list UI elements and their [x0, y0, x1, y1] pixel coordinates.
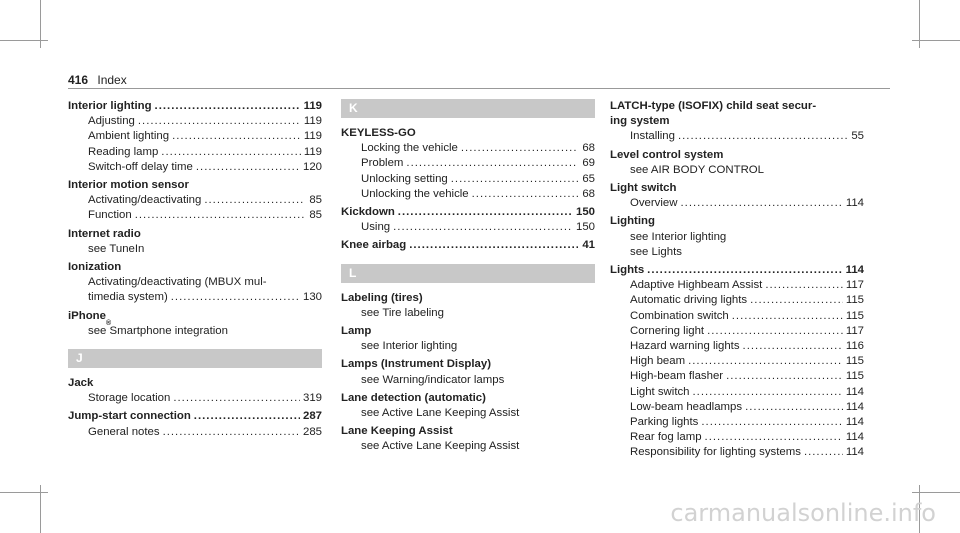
dot-leader	[745, 400, 843, 415]
index-entry	[341, 357, 595, 387]
sub-entry[interactable]	[610, 400, 864, 415]
entry-text: see AIR BODY CONTROL	[630, 163, 764, 176]
index-entry	[341, 424, 595, 454]
entry-heading[interactable]	[341, 205, 595, 220]
index-entry	[68, 409, 322, 439]
entry-text: Cornering light	[630, 324, 705, 337]
entry-text: Labeling (tires)	[341, 291, 423, 304]
entry-text: Jump-start connection	[68, 410, 191, 423]
dot-leader	[398, 205, 573, 220]
page-ref[interactable]: 150	[575, 206, 595, 219]
sub-entry[interactable]	[610, 369, 864, 384]
sub-entry[interactable]	[68, 208, 322, 223]
page-ref[interactable]: 65	[582, 172, 595, 185]
page-ref[interactable]: 114	[845, 446, 864, 459]
dot-leader	[393, 220, 573, 235]
sub-entry[interactable]	[68, 425, 322, 440]
page-ref[interactable]: 115	[845, 355, 864, 368]
dot-leader	[138, 114, 301, 129]
entry-text: Lane detection (automatic)	[341, 391, 486, 404]
page-ref[interactable]: 69	[582, 157, 595, 170]
sub-entry[interactable]	[610, 278, 864, 293]
entry-text: KEYLESS-GO	[341, 127, 416, 139]
entry-heading	[341, 126, 595, 141]
page-ref[interactable]: 114	[845, 197, 864, 210]
index-entry	[610, 181, 864, 211]
page-ref[interactable]: 319	[302, 392, 322, 405]
watermark: carmanualsonline.info	[670, 499, 936, 527]
dot-leader	[765, 278, 843, 293]
page-number: 416	[68, 73, 89, 87]
entry-text: Unlocking the vehicle	[361, 187, 469, 200]
page-ref[interactable]: 115	[845, 370, 864, 383]
crop-mark	[912, 492, 960, 493]
dot-leader	[155, 99, 301, 114]
dot-leader	[163, 425, 300, 440]
entry-text: Light switch	[610, 182, 677, 195]
letter-divider: L	[341, 264, 595, 283]
entry-heading[interactable]	[610, 263, 864, 278]
sub-entry	[68, 324, 322, 339]
sub-entry[interactable]	[68, 129, 322, 144]
entry-text: Adjusting	[88, 115, 135, 128]
page-ref[interactable]: 85	[309, 209, 322, 222]
page-ref[interactable]: 114	[845, 400, 864, 413]
entry-text: Interior lighting	[68, 100, 152, 112]
entry-text: Adaptive Highbeam Assist	[630, 279, 763, 292]
dot-leader	[705, 430, 843, 445]
sub-entry	[341, 406, 595, 421]
entry-text: General notes	[88, 425, 160, 438]
page-header	[68, 73, 127, 87]
page-ref[interactable]: 114	[845, 264, 864, 277]
crop-mark	[0, 492, 48, 493]
entry-text: see Active Lane Keeping Assist	[361, 440, 520, 453]
page-ref[interactable]: 55	[851, 130, 864, 143]
header-rule	[68, 88, 890, 89]
entry-text: Activating/deactivating (MBUX mul-	[88, 276, 267, 289]
dot-leader	[194, 409, 300, 424]
index-entry	[68, 309, 322, 339]
sub-entry	[610, 230, 864, 245]
index-entry	[68, 227, 322, 257]
dot-leader	[804, 445, 843, 460]
entry-text: Locking the vehicle	[361, 142, 458, 155]
page-ref[interactable]: 68	[582, 187, 595, 200]
page-ref[interactable]: 119	[303, 145, 322, 158]
sub-entry[interactable]	[610, 196, 864, 211]
sub-entry[interactable]	[68, 290, 322, 305]
sub-entry	[341, 373, 595, 388]
index-entry	[341, 324, 595, 354]
sub-entry[interactable]	[610, 293, 864, 308]
entry-heading	[610, 99, 864, 114]
entry-text: Activating/deactivating	[88, 194, 202, 207]
index-column-1	[68, 99, 322, 443]
page-ref[interactable]: 114	[845, 431, 864, 444]
entry-text: Lane Keeping Assist	[341, 425, 453, 438]
entry-heading	[341, 357, 595, 372]
entry-text: see Tire labeling	[361, 306, 444, 319]
page-ref[interactable]: 117	[845, 279, 864, 292]
page-ref[interactable]: 287	[302, 410, 322, 423]
dot-leader	[196, 160, 300, 175]
sub-entry[interactable]	[610, 445, 864, 460]
entry-text: LATCH-type (ISOFIX) child seat secur-	[610, 100, 817, 112]
entry-text: see TuneIn	[88, 242, 145, 255]
dot-leader	[680, 196, 842, 211]
index-entry	[68, 99, 322, 175]
dot-leader	[204, 193, 305, 208]
entry-text: Ambient lighting	[88, 130, 170, 143]
index-entry	[68, 178, 322, 224]
entry-text: see Lights	[630, 245, 682, 258]
entry-heading	[341, 291, 595, 306]
page-ref[interactable]: 68	[582, 142, 595, 155]
entry-text: Internet radio	[68, 227, 141, 240]
sub-entry[interactable]	[68, 193, 322, 208]
dot-leader	[743, 339, 843, 354]
entry-text: Overview	[630, 197, 678, 210]
sub-entry	[68, 242, 322, 257]
sub-entry[interactable]	[610, 430, 864, 445]
entry-heading	[341, 391, 595, 406]
crop-mark	[912, 40, 960, 41]
page-ref[interactable]: 115	[845, 309, 864, 322]
dot-leader	[472, 187, 578, 202]
entry-text: High-beam flasher	[630, 370, 724, 383]
sub-entry[interactable]	[610, 385, 864, 400]
sub-entry	[610, 245, 864, 260]
index-entry	[341, 126, 595, 202]
dot-leader	[172, 129, 301, 144]
entry-text: Lights	[610, 264, 645, 277]
page-ref[interactable]: 119	[303, 130, 322, 143]
entry-text: iPhone	[68, 309, 106, 322]
index-entry	[68, 376, 322, 406]
index-entry	[341, 205, 595, 235]
entry-heading[interactable]	[68, 409, 322, 424]
entry-heading	[68, 227, 322, 242]
sub-entry	[68, 275, 322, 290]
sub-entry[interactable]	[610, 309, 864, 324]
entry-text: Interior motion sensor	[68, 179, 189, 192]
entry-text: Low-beam headlamps	[630, 400, 743, 413]
entry-text: Parking lights	[630, 416, 699, 429]
entry-text: Reading lamp	[88, 145, 159, 158]
sub-entry	[341, 339, 595, 354]
sub-entry[interactable]	[341, 141, 595, 156]
entry-heading	[610, 181, 864, 196]
dot-leader	[701, 415, 842, 430]
sub-entry	[610, 163, 864, 178]
dot-leader	[451, 172, 578, 187]
sub-entry[interactable]	[610, 324, 864, 339]
entry-text: see Active Lane Keeping Assist	[361, 407, 520, 420]
entry-heading	[68, 260, 322, 275]
sub-entry[interactable]	[341, 220, 595, 235]
entry-heading	[341, 424, 595, 439]
dot-leader	[688, 354, 843, 369]
sub-entry[interactable]	[68, 145, 322, 160]
index-entry	[341, 291, 595, 321]
index-entry	[610, 148, 864, 178]
index-entry	[610, 99, 864, 145]
dot-leader	[409, 238, 578, 253]
dot-leader	[171, 290, 300, 305]
page-ref[interactable]: 117	[845, 324, 864, 337]
entry-text: see Warning/indicator lamps	[361, 373, 505, 386]
dot-leader	[135, 208, 305, 223]
letter-divider: K	[341, 99, 595, 118]
dot-leader	[750, 293, 843, 308]
entry-text: timedia system)	[88, 291, 168, 304]
entry-text: Using	[361, 221, 391, 234]
index-entry	[610, 214, 864, 260]
sub-entry[interactable]	[341, 187, 595, 202]
entry-heading	[68, 178, 322, 193]
entry-heading: iPhone ®	[68, 309, 112, 327]
page-ref[interactable]: 115	[845, 294, 864, 307]
dot-leader	[732, 309, 843, 324]
dot-leader	[678, 129, 847, 144]
entry-text: Switch-off delay time	[88, 160, 193, 173]
sub-entry[interactable]	[68, 114, 322, 129]
dot-leader	[693, 385, 843, 400]
index-entry	[341, 391, 595, 421]
entry-text: High beam	[630, 355, 686, 368]
entry-text: Knee airbag	[341, 239, 407, 252]
page-ref[interactable]: 114	[845, 385, 864, 398]
entry-heading	[610, 114, 864, 129]
sub-entry	[341, 439, 595, 454]
entry-text: Kickdown	[341, 206, 395, 219]
entry-text: Unlocking setting	[361, 172, 448, 185]
section-title: Index	[97, 73, 127, 87]
crop-mark	[0, 40, 48, 41]
dot-leader	[161, 145, 301, 160]
entry-text: Level control system	[610, 148, 724, 161]
entry-text: ing system	[610, 115, 670, 128]
entry-text: Lighting	[610, 215, 655, 228]
sub-entry	[341, 306, 595, 321]
entry-text: see Smartphone integration	[88, 324, 228, 337]
sub-entry[interactable]	[610, 415, 864, 430]
entry-text: Function	[88, 209, 132, 222]
index-entry	[610, 263, 864, 461]
entry-text: Responsibility for lighting systems	[630, 446, 801, 459]
entry-text: see Interior lighting	[361, 340, 458, 353]
dot-leader	[726, 369, 843, 384]
entry-heading	[68, 376, 322, 391]
index-entry	[341, 238, 595, 253]
dot-leader	[173, 391, 300, 406]
sub-entry[interactable]	[610, 354, 864, 369]
page-ref[interactable]: 85	[309, 194, 322, 207]
entry-text: see Interior lighting	[630, 230, 727, 243]
entry-text: Hazard warning lights	[630, 340, 740, 353]
entry-text: Light switch	[630, 385, 690, 398]
sub-entry[interactable]	[68, 391, 322, 406]
entry-heading	[610, 148, 864, 163]
page-ref[interactable]: 114	[845, 416, 864, 429]
dot-leader	[406, 156, 578, 171]
entry-text: Rear fog lamp	[630, 431, 702, 444]
sub-entry[interactable]	[68, 160, 322, 175]
page-ref[interactable]: 285	[302, 425, 322, 438]
entry-heading[interactable]	[341, 238, 595, 253]
entry-text: Storage location	[88, 392, 171, 405]
index-entry	[68, 260, 322, 306]
entry-text: Problem	[361, 157, 404, 170]
dot-leader	[647, 263, 842, 278]
page-ref[interactable]: 41	[582, 239, 595, 252]
index-column-3	[610, 99, 864, 464]
sub-entry[interactable]	[341, 156, 595, 171]
entry-text: Automatic driving lights	[630, 294, 748, 307]
dot-leader	[461, 141, 578, 156]
entry-text: Jack	[68, 377, 94, 390]
page-ref[interactable]: 150	[575, 221, 595, 234]
sub-entry[interactable]	[341, 172, 595, 187]
sub-entry[interactable]	[610, 129, 864, 144]
entry-text: Lamps (Instrument Display)	[341, 358, 492, 371]
entry-text: Lamp	[341, 325, 372, 338]
entry-text: Combination switch	[630, 309, 729, 322]
index-column-2	[341, 99, 595, 458]
entry-heading	[610, 214, 864, 229]
page-ref[interactable]: 119	[303, 100, 322, 112]
dot-leader	[707, 324, 843, 339]
page-ref[interactable]: 116	[845, 340, 864, 353]
entry-text: Ionization	[68, 261, 122, 274]
entry-text: Installing	[630, 130, 675, 143]
entry-heading	[341, 324, 595, 339]
entry-heading[interactable]	[68, 99, 322, 114]
page-ref[interactable]: 120	[302, 160, 322, 173]
sub-entry[interactable]	[610, 339, 864, 354]
page-ref[interactable]: 119	[303, 115, 322, 128]
letter-divider: J	[68, 349, 322, 368]
page-ref[interactable]: 130	[302, 291, 322, 304]
